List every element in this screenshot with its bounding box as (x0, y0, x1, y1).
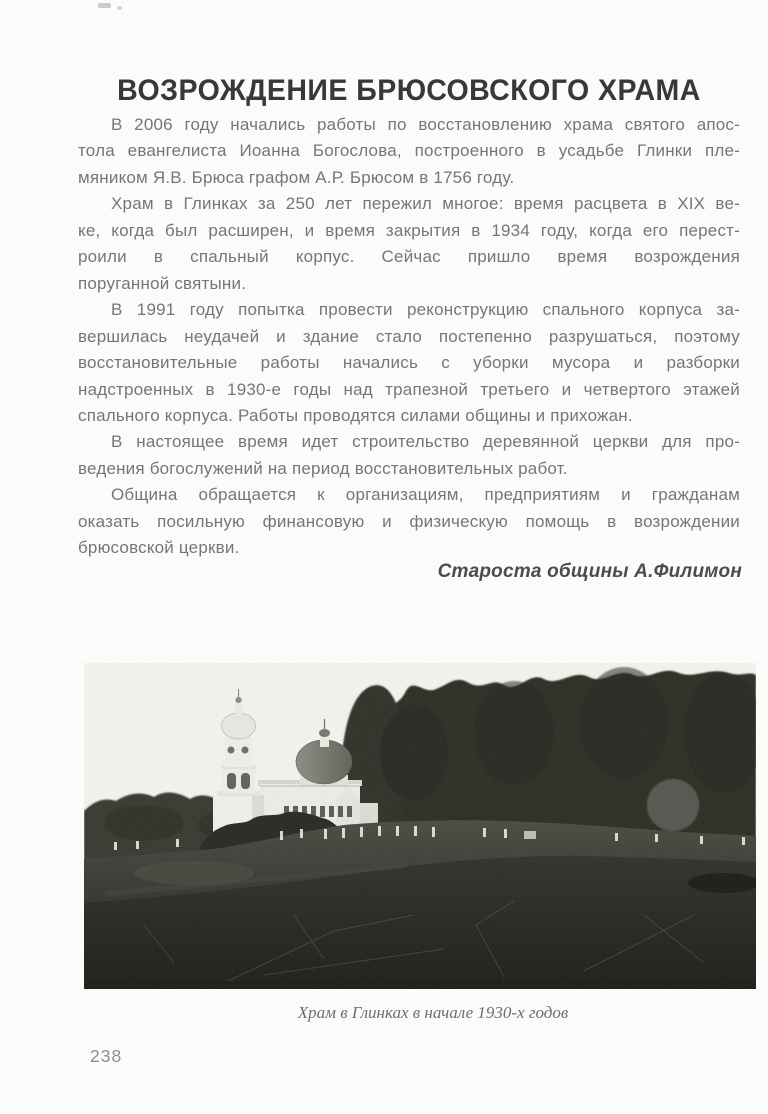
text-line: В 1991 году попытка провести реконструкцию спального корпуса за- (111, 300, 740, 320)
text-line: тола евангелиста Иоанна Богослова, построенного в усадьбе Глинки пле- (78, 141, 740, 161)
paragraph (78, 112, 740, 191)
page-number: 238 (90, 1046, 123, 1066)
scan-speck (117, 6, 122, 10)
text-line: мяником Я.В. Брюса графом А.Р. Брюсом в 1756 году. (78, 167, 515, 187)
text-line: восстановительные работы начались с уборки мусора и разборки (78, 353, 740, 373)
text-line: спального корпуса. Работы проводятся силами общины и прихожан. (78, 405, 633, 425)
article-text (78, 112, 740, 562)
signature-line: Староста общины А.Филимон (437, 561, 742, 582)
text-line: ке, когда был расширен, и время закрытия в 1934 году, когда его перест- (78, 220, 740, 240)
text-line: Храм в Глинках за 250 лет пережил многое: время расцвета в XIX ве- (111, 194, 740, 214)
text-line: надстроенных в 1930-е годы над трапезной третьего и четвертого этажей (78, 379, 740, 399)
paragraph (78, 429, 740, 482)
text-line: брюсовской церкви. (78, 538, 240, 558)
page-title: ВОЗРОЖДЕНИЕ БРЮСОВСКОГО ХРАМА (117, 74, 701, 108)
text-line: вершилась неудачей и здание стало постепенно разрушаться, поэтому (78, 326, 740, 346)
film-grain-overlay (84, 663, 756, 989)
text-line: ведения богослужений на период восстановительных работ. (78, 458, 568, 478)
text-line: В настоящее время идет строительство деревянной церкви для про- (111, 432, 740, 452)
text-line: В 2006 году начались работы по восстановлению храма святого апос- (111, 115, 740, 134)
paragraph (78, 191, 740, 297)
scan-speck (98, 3, 111, 8)
church-photo (84, 663, 756, 989)
church-photo-art (84, 663, 756, 989)
text-line: роили в спальный корпус. Сейчас пришло время возрождения (78, 247, 740, 267)
text-line: поруганной святыни. (78, 273, 247, 293)
text-line: оказать посильную финансовую и физическую помощь в возрождении (78, 511, 740, 531)
text-line: Община обращается к организациям, предприятиям и гражданам (111, 485, 740, 505)
photo-caption: Храм в Глинках в начале 1930-х годов (297, 1003, 569, 1022)
paragraph (78, 482, 740, 561)
paragraph (78, 297, 740, 429)
